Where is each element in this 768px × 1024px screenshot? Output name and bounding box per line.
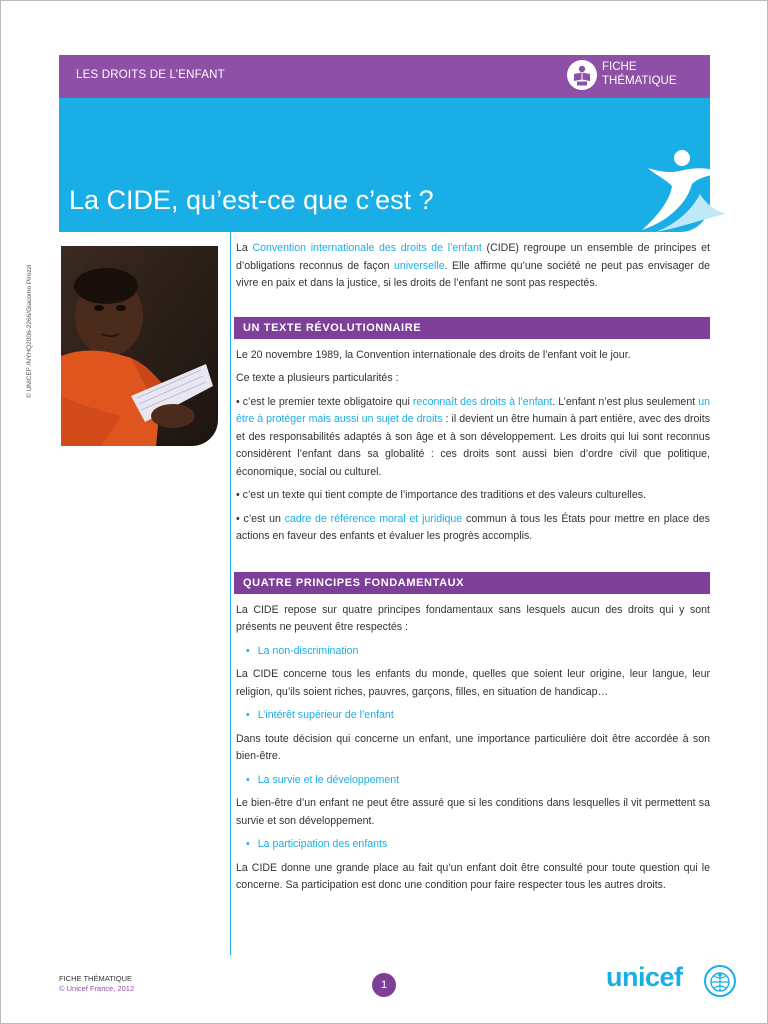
unicef-logo-text: unicef: [606, 962, 683, 992]
child-photo: [61, 246, 218, 446]
paragraph-particularites: Ce texte a plusieurs particularités :: [236, 372, 399, 384]
main-content: [236, 240, 710, 901]
bullet-premier-texte: • c’est le premier texte obligatoire qui reconnaît des droits à l’enfant. L’enfant n’est plus seulement un être à protéger mais aussi un sujet de droits : il devient un être humain à part entière, avec des droits et des responsabilités adaptés à son âge et à son développement. Les droits qui lui sont reconnus considèrent l’enfant dans sa globalité : ces droits sont aussi bien d’ordre civil que politique, économique, social ou culturel.: [236, 395, 710, 478]
footer-info: [59, 974, 134, 994]
photo-credit-text: © UNICEF /NYHQ2006-2266/Giacomo Pirozzi: [26, 264, 33, 398]
jumping-figure-icon: [636, 144, 728, 236]
page-number: 1: [372, 973, 396, 997]
column-divider: [230, 232, 231, 955]
cadre-reference-link[interactable]: cadre de référence moral et juridique: [284, 512, 463, 525]
paragraph-date: Le 20 novembre 1989, la Convention internationale des droits de l’enfant voit le jour.: [236, 348, 631, 361]
fiche-thematique-label: [602, 60, 677, 88]
principle-label[interactable]: • La non-discrimination: [246, 644, 359, 657]
unicef-globe-icon: [704, 965, 736, 997]
bullet-cadre: • c’est un cadre de référence moral et juridique commun à tous les États pour mettre en place des actions en faveur des enfants et évaluer les progrès accomplis.: [236, 512, 710, 542]
droits-enfant-link[interactable]: reconnaît des droits à l’enfant: [412, 395, 553, 408]
principle-label[interactable]: • L’intérêt supérieur de l’enfant: [246, 709, 394, 721]
fiche-line-2: THÉMATIQUE: [602, 75, 677, 87]
principle-text: La CIDE donne une grande place au fait qu’un enfant doit être consulté pour toute question qui le concerne. Sa participation est donc une condition pour faire respecter tous les autres droits.: [236, 861, 710, 891]
bullet-traditions: • c’est un texte qui tient compte de l’importance des traditions et des valeurs culturelles.: [236, 489, 647, 501]
intro-paragraph: La Convention internationale des droits de l’enfant (CIDE) regroupe un ensemble de principes et d’obligations reconnus de façon universelle. Elle affirme qu’une société ne peut pas envisager de vivre en paix et dans la justice, si les droits de l’enfant ne sont pas respectés.: [236, 242, 711, 289]
principle-text: Le bien-être d’un enfant ne peut être assuré que si les conditions dans lesquelles il vit permettent sa survie et son développement.: [236, 797, 710, 827]
cide-link[interactable]: Convention internationale des droits de l’enfant: [252, 242, 482, 254]
footer-copyright: © Unicef France, 2012: [59, 984, 135, 993]
title-banner: [59, 98, 710, 232]
principle-text: Dans toute décision qui concerne un enfant, une importance particulière doit être accordée à son bien-être.: [236, 732, 710, 762]
footer-label: FICHE THÉMATIQUE: [59, 974, 133, 983]
paragraph-principes-intro: La CIDE repose sur quatre principes fondamentaux sans lesquels aucun des droits qui y sont présents ne peuvent être respectés :: [236, 603, 710, 633]
principle-label[interactable]: • La survie et le développement: [246, 773, 400, 786]
section-heading-principes: QUATRE PRINCIPES FONDAMENTAUX: [234, 572, 710, 594]
universelle-link[interactable]: universelle: [393, 259, 445, 272]
page-title: La CIDE, qu’est-ce que c’est ?: [69, 185, 434, 215]
principle-label[interactable]: • La participation des enfants: [246, 838, 388, 850]
photo-credit: [26, 246, 36, 406]
reading-child-icon: [567, 60, 597, 90]
principle-text: La CIDE concerne tous les enfants du monde, quelles que soient leur origine, leur langue, leur religion, qu’ils soient riches, pauvres, garçons, filles, en situation de handicap…: [236, 668, 710, 698]
section-heading-revolutionnaire: UN TEXTE RÉVOLUTIONNAIRE: [234, 317, 710, 339]
header-bar: [59, 55, 710, 98]
fiche-line-1: FICHE: [602, 61, 637, 73]
sujet-de-droits-link[interactable]: un être à protéger mais aussi un sujet de droits: [236, 395, 710, 425]
series-label: LES DROITS DE L’ENFANT: [76, 69, 225, 81]
